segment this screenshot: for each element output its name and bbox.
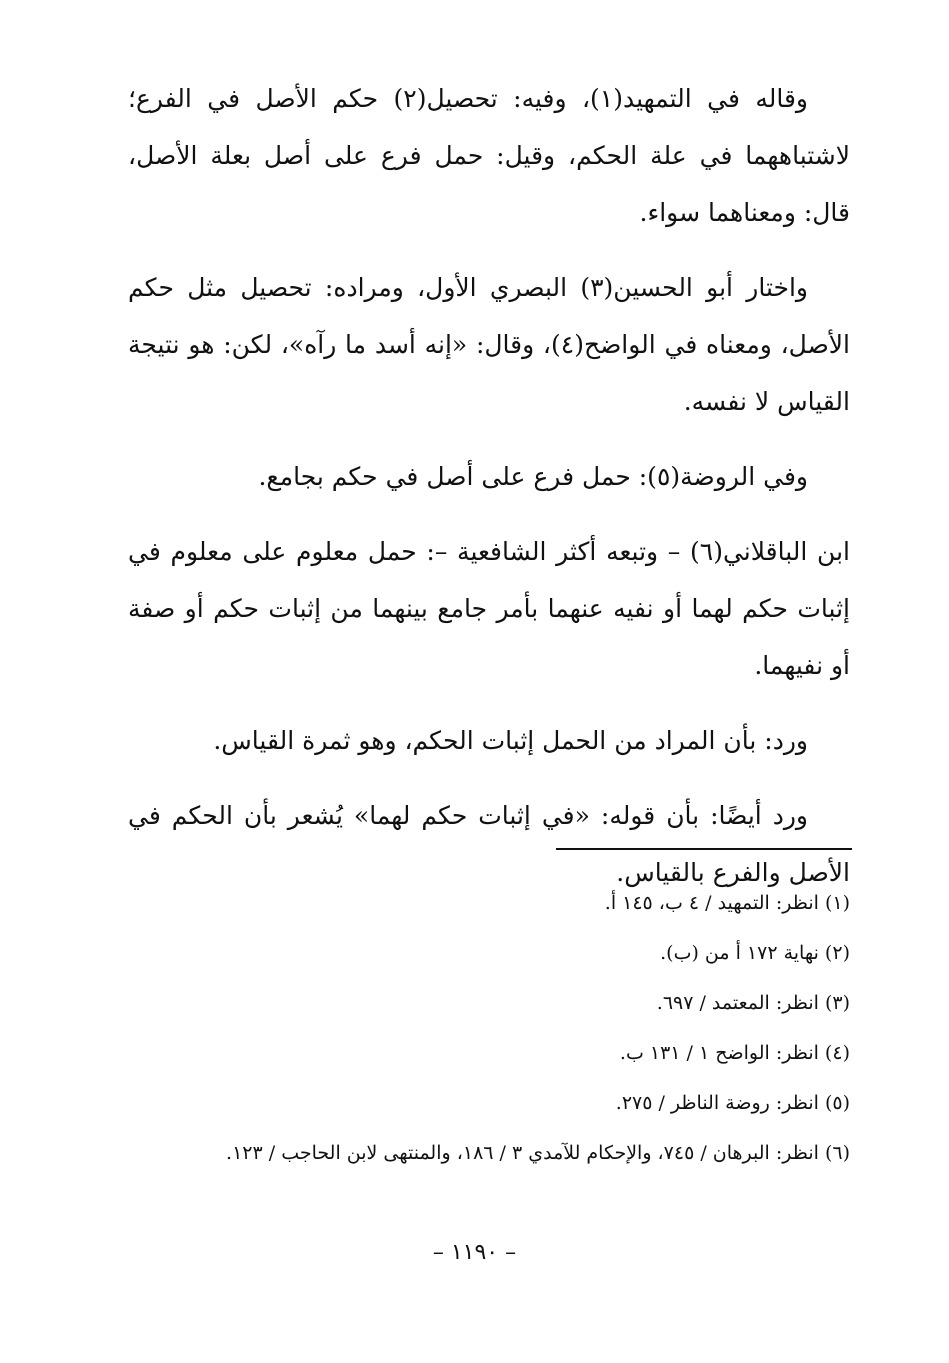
footnote-3: (٣) انظر: المعتمد / ٦٩٧. — [656, 992, 850, 1014]
main-text — [128, 70, 850, 919]
footnote-separator — [556, 848, 852, 850]
footnotes-list — [128, 878, 850, 1178]
footnote-1: (١) انظر: التمهيد / ٤ ب، ١٤٥ أ. — [604, 892, 850, 914]
paragraph-objection-2: ورد أيضًا: بأن قوله: «في إثبات حكم لهما» يُشعر بأن الحكم في الأصل والفرع بالقياس. — [128, 801, 850, 887]
paragraph-rawda: وفي الروضة(٥): حمل فرع على أصل في حكم بجامع. — [258, 462, 808, 491]
paragraph-tamhid: وقاله في التمهيد(١)، وفيه: تحصيل(٢) حكم الأصل في الفرع؛ لاشتباههما في علة الحكم، وقيل: حمل فرع على أصل بعلة الأصل، قال: ومعناهما سواء. — [128, 84, 850, 227]
footnote-2: (٢) نهاية ١٧٢ أ من (ب). — [660, 942, 850, 964]
footnote-4: (٤) انظر: الواضح ١ / ١٣١ ب. — [619, 1042, 850, 1064]
footnote-5: (٥) انظر: روضة الناظر / ٢٧٥. — [615, 1092, 850, 1114]
paragraph-objection-1: ورد: بأن المراد من الحمل إثبات الحكم، وهو ثمرة القياس. — [213, 726, 808, 755]
paragraph-baqillani: ابن الباقلاني(٦) – وتبعه أكثر الشافعية –: حمل معلوم على معلوم في إثبات حكم لهما أو نفيه عنهما بأمر جامع بينهما من إثبات حكم أو صفة أو نفيهما. — [128, 537, 850, 680]
paragraph-abu-al-husayn: واختار أبو الحسين(٣) البصري الأول، ومراده: تحصيل مثل حكم الأصل، ومعناه في الواضح(٤)، وقال: «إنه أسد ما رآه»، لكن: هو نتيجة القياس لا نفسه. — [128, 273, 850, 416]
page-number: – ١١٩٠ – — [432, 1240, 517, 1265]
footnote-6: (٦) انظر: البرهان / ٧٤٥، والإحكام للآمدي ٣ / ١٨٦، والمنتهى لابن الحاجب / ١٢٣. — [226, 1142, 850, 1164]
